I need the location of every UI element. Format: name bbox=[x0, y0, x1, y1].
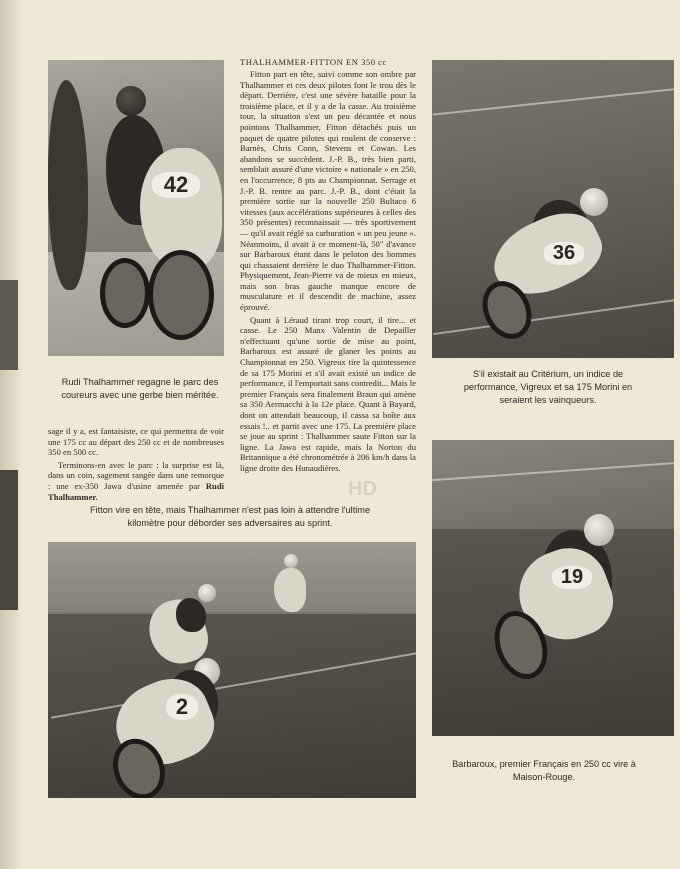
caption-photo-2: S'il existait au Critérium, un indice de performance, Vigreux et sa 175 Morini en seraient les vainqueurs. bbox=[463, 369, 633, 405]
page-binding-edge bbox=[0, 0, 22, 869]
adjacent-page-photo-edge bbox=[0, 470, 18, 610]
race-number: 19 bbox=[552, 566, 592, 589]
article-paragraph bbox=[48, 460, 224, 502]
race-number: 36 bbox=[544, 242, 584, 265]
race-number: 2 bbox=[166, 694, 198, 720]
photo-barbaroux-maison-rouge bbox=[432, 440, 674, 736]
caption-photo-1: Rudi Thalhammer regagne le parc des coureurs avec une gerbe bien méritée. bbox=[61, 377, 219, 400]
rider-figure bbox=[48, 60, 224, 356]
caption-text: Fitton vire en tête, mais Thalhammer n'est pas loin à attendre l'ultime kilomètre pour déborder ses adversaires au sprint. bbox=[89, 505, 371, 528]
article-text: Terminons-en avec le parc : la surprise est là, dans un coin, sagement rangée dans une remorque : une ex-350 Jawa d'usine amenée par bbox=[48, 459, 224, 491]
article-text-bold: Rudi Thalhammer. bbox=[48, 480, 224, 502]
photo-fitton-thalhammer-track bbox=[48, 542, 416, 798]
article-paragraph: Fitton part en tête, suivi comme son ombre par Thalhammer et ces deux pilotes font le trou dès le départ. Derrière, c'est une sévère bataille pour la troisième place, et il y a de la casse. Au troisième tour, la situation s'est un peu décantée et nous pointons Thalhammer, Fitton détachés puis un paquet de quatre pilotes qui roulent de conserve : Barnès, Chris Conn, Stevens et Cowan. Les abandons se succèdent. J.-P. B., très bien parti, semblait assuré d'une victoire « nationale » en 250, en l'occurrence, 8 pts au Championnat. Serrage et J.-P. B. rentre au parc. J.-P. B., dont c'était la première sortie sur la nouvelle 250 Bultaco 6 vitesses (aux accélérations supérieures à celles des 350 présentes) reconnaissait — très sportivement — qu'il avait réglé sa carburation « un peu jeune ». Néanmoins, il avait à ce moment-là, 50" d'avance sur Barbaroux étant dans le peloton des hommes qui chassaient derrière le duo Thalhammer-Fitton. Physiquement, Jean-Pierre va de mieux en mieux, mais son bras gauche manque encore de musculature et il descendit de machine, assez éprouvé. bbox=[240, 69, 416, 313]
rider-figure bbox=[48, 542, 416, 798]
article-paragraph: Quant à Léraud tirant trop court, il tire... et casse. Le 250 Manx Valentin de Depailler n'effectuant qu'une sortie de mise au point, Barbaroux est assuré de glaner les points au Championnat en 250. Vigreux tire la quintessence de sa 175 Morini et s'il avait existé un indice de performance, il l'emportait sans contredit... Mais le premier Français sera finalement Braun qui amène sa 350 Aermacchi à la 12e place. Quant à Bayard, dont on attendait beaucoup, il cassa sa boîte aux essais !.. et partit avec une 175. La première place se joue au sprint : Thalhammer saute Fitton sur la ligne. La Jawa est rapide, mais la Norton du Britannique a été chronométrée à 206 km/h dans la ligne droite des Hunaudières. bbox=[240, 314, 416, 473]
rider-figure bbox=[432, 440, 674, 736]
article-center-column bbox=[240, 69, 416, 476]
rider-figure bbox=[432, 60, 674, 358]
article-paragraph: sage il y a, est fantaisiste, ce qui permettra de voir une 175 cc au départ des 250 cc et de nombreuses 350 en 500 cc. bbox=[48, 426, 224, 458]
adjacent-page-photo-edge bbox=[0, 280, 18, 370]
article-heading: THALHAMMER-FITTON EN 350 cc bbox=[240, 57, 387, 67]
race-number: 42 bbox=[152, 172, 200, 198]
caption-photo-3 bbox=[88, 504, 372, 530]
photo-thalhammer-paddock bbox=[48, 60, 224, 356]
photo-vigreux-morini bbox=[432, 60, 674, 358]
watermark: HD bbox=[348, 478, 377, 500]
article-left-column bbox=[48, 426, 224, 504]
caption-photo-4: Barbaroux, premier Français en 250 cc vire à Maison-Rouge. bbox=[452, 759, 636, 782]
